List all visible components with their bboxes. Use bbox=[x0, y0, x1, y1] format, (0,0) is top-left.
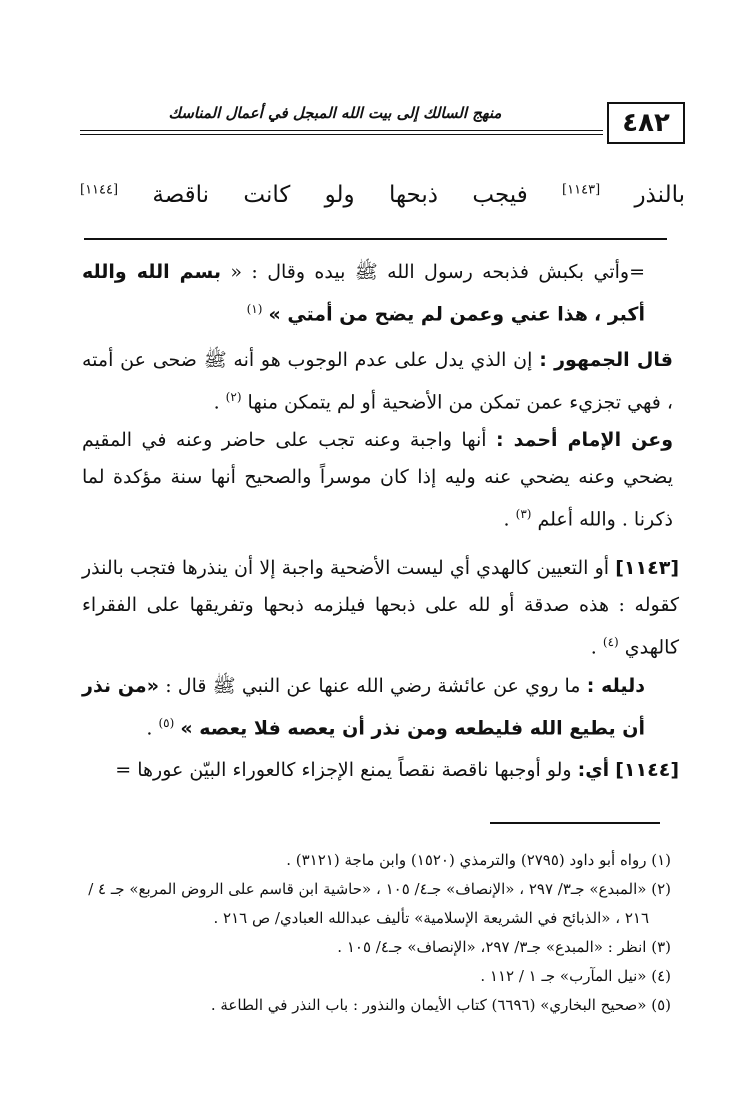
footnote-ref-5: (٥) bbox=[158, 716, 175, 730]
paragraph-4-text: أو التعيين كالهدي أي ليست الأضحية واجبة إلا أن ينذرها فتجب بالنذر كقوله : هذه صدقة أو لله على ذبحها فيلزمه ذبحها وتفريقها على الفقراء كالهدي bbox=[82, 557, 679, 659]
footnote-1: (١) رواه أبو داود (٢٧٩٥) والترمذي (١٥٢٠) وابن ماجة (٣١٢١) . bbox=[286, 851, 671, 869]
footnote-2-continued: ٢١٦ ، «الذبائح في الشريعة الإسلامية» تأليف عبدالله العبادي/ ص ٢١٦ . bbox=[213, 909, 649, 927]
reference-1143: [١١٤٣] bbox=[562, 182, 601, 198]
main-text-middle: فيجب ذبحها ولو كانت ناقصة bbox=[152, 182, 528, 208]
title-rule bbox=[84, 238, 667, 240]
paragraph-5-label: دليله : bbox=[586, 675, 645, 697]
paragraph-1-text: =وأتي بكبش فذبحه رسول الله ﷺ بيده وقال : « bbox=[230, 261, 645, 283]
paragraph-4 bbox=[82, 550, 679, 666]
paragraph-4-number: [١١٤٣] bbox=[615, 557, 679, 579]
paragraph-3-period: . bbox=[503, 508, 510, 531]
paragraph-4-period: . bbox=[590, 636, 597, 659]
paragraph-3 bbox=[82, 422, 673, 538]
footnote-ref-4: (٤) bbox=[602, 635, 619, 649]
paragraph-1-quote-start: بسم الله والله أكبر ، bbox=[82, 261, 645, 326]
paragraph-5 bbox=[82, 668, 673, 747]
footnote-ref-2: (٢) bbox=[225, 390, 242, 404]
footnote-5: (٥) «صحيح البخاري» (٦٦٩٦) كتاب الأيمان والنذور : باب النذر في الطاعة . bbox=[210, 996, 671, 1014]
paragraph-2 bbox=[82, 342, 673, 421]
footnotes bbox=[84, 846, 671, 1020]
running-title: منهج السالك إلى بيت الله المبجل في أعمال المناسك bbox=[168, 104, 502, 122]
paragraph-6-number: [١١٤٤] bbox=[615, 759, 679, 781]
paragraph-5-hadith: «من نذر أن يطيع الله فليطعه ومن نذر أن يعصه فلا يعصه » bbox=[82, 675, 645, 740]
main-text-line bbox=[80, 182, 685, 208]
paragraph-2-text: إن الذي يدل على عدم الوجوب هو أنه ﷺ ضحى عن أمته ، فهي تجزيء عمن تمكن من الأضحية أو لم يتمكن منها bbox=[82, 349, 673, 414]
paragraph-6-text: ولو أوجبها ناقصة نقصاً يمنع الإجزاء كالعوراء البيّن عورها = bbox=[115, 759, 572, 781]
page-number: ٤٨٢ bbox=[607, 102, 685, 144]
footnote-ref-1: (١) bbox=[246, 302, 263, 316]
footnote-separator bbox=[490, 822, 660, 824]
paragraph-1 bbox=[82, 254, 673, 333]
reference-1144: [١١٤٤] bbox=[80, 182, 119, 198]
paragraph-6-label: أي: bbox=[577, 759, 610, 781]
paragraph-6 bbox=[82, 752, 679, 789]
paragraph-2-period: . bbox=[213, 391, 220, 414]
paragraph-2-label: قال الجمهور : bbox=[539, 349, 673, 371]
paragraph-5-text: ما روي عن عائشة رضي الله عنها عن النبي ﷺ قال : bbox=[165, 675, 581, 697]
paragraph-5-period: . bbox=[146, 717, 153, 740]
header-rule bbox=[80, 130, 603, 135]
paragraph-1-quote-end: هذا عني وعمن لم يضح من أمتي » bbox=[268, 303, 588, 326]
footnote-2: (٢) «المبدع» جـ٣/ ٢٩٧ ، «الإنصاف» جـ٤/ ١٠٥ ، «حاشية ابن قاسم على الروض المربع» جـ ٤ / bbox=[88, 880, 671, 898]
footnote-ref-3: (٣) bbox=[515, 507, 532, 521]
paragraph-3-label: وعن الإمام أحمد : bbox=[496, 429, 674, 451]
paragraph-3-text: أنها واجبة وعنه تجب على حاضر وعنه في المقيم يضحي وعنه يضحي عنه وليه إذا كان موسراً والصحيح أنها سنة مؤكدة لما ذكرنا . والله أعلم bbox=[82, 429, 673, 531]
footnote-4: (٤) «نيل المآرب» جـ ١ / ١١٢ . bbox=[480, 967, 671, 985]
main-text-start: بالنذر bbox=[634, 182, 685, 208]
footnote-3: (٣) انظر : «المبدع» جـ٣/ ٢٩٧، «الإنصاف» جـ٤/ ١٠٥ . bbox=[337, 938, 671, 956]
